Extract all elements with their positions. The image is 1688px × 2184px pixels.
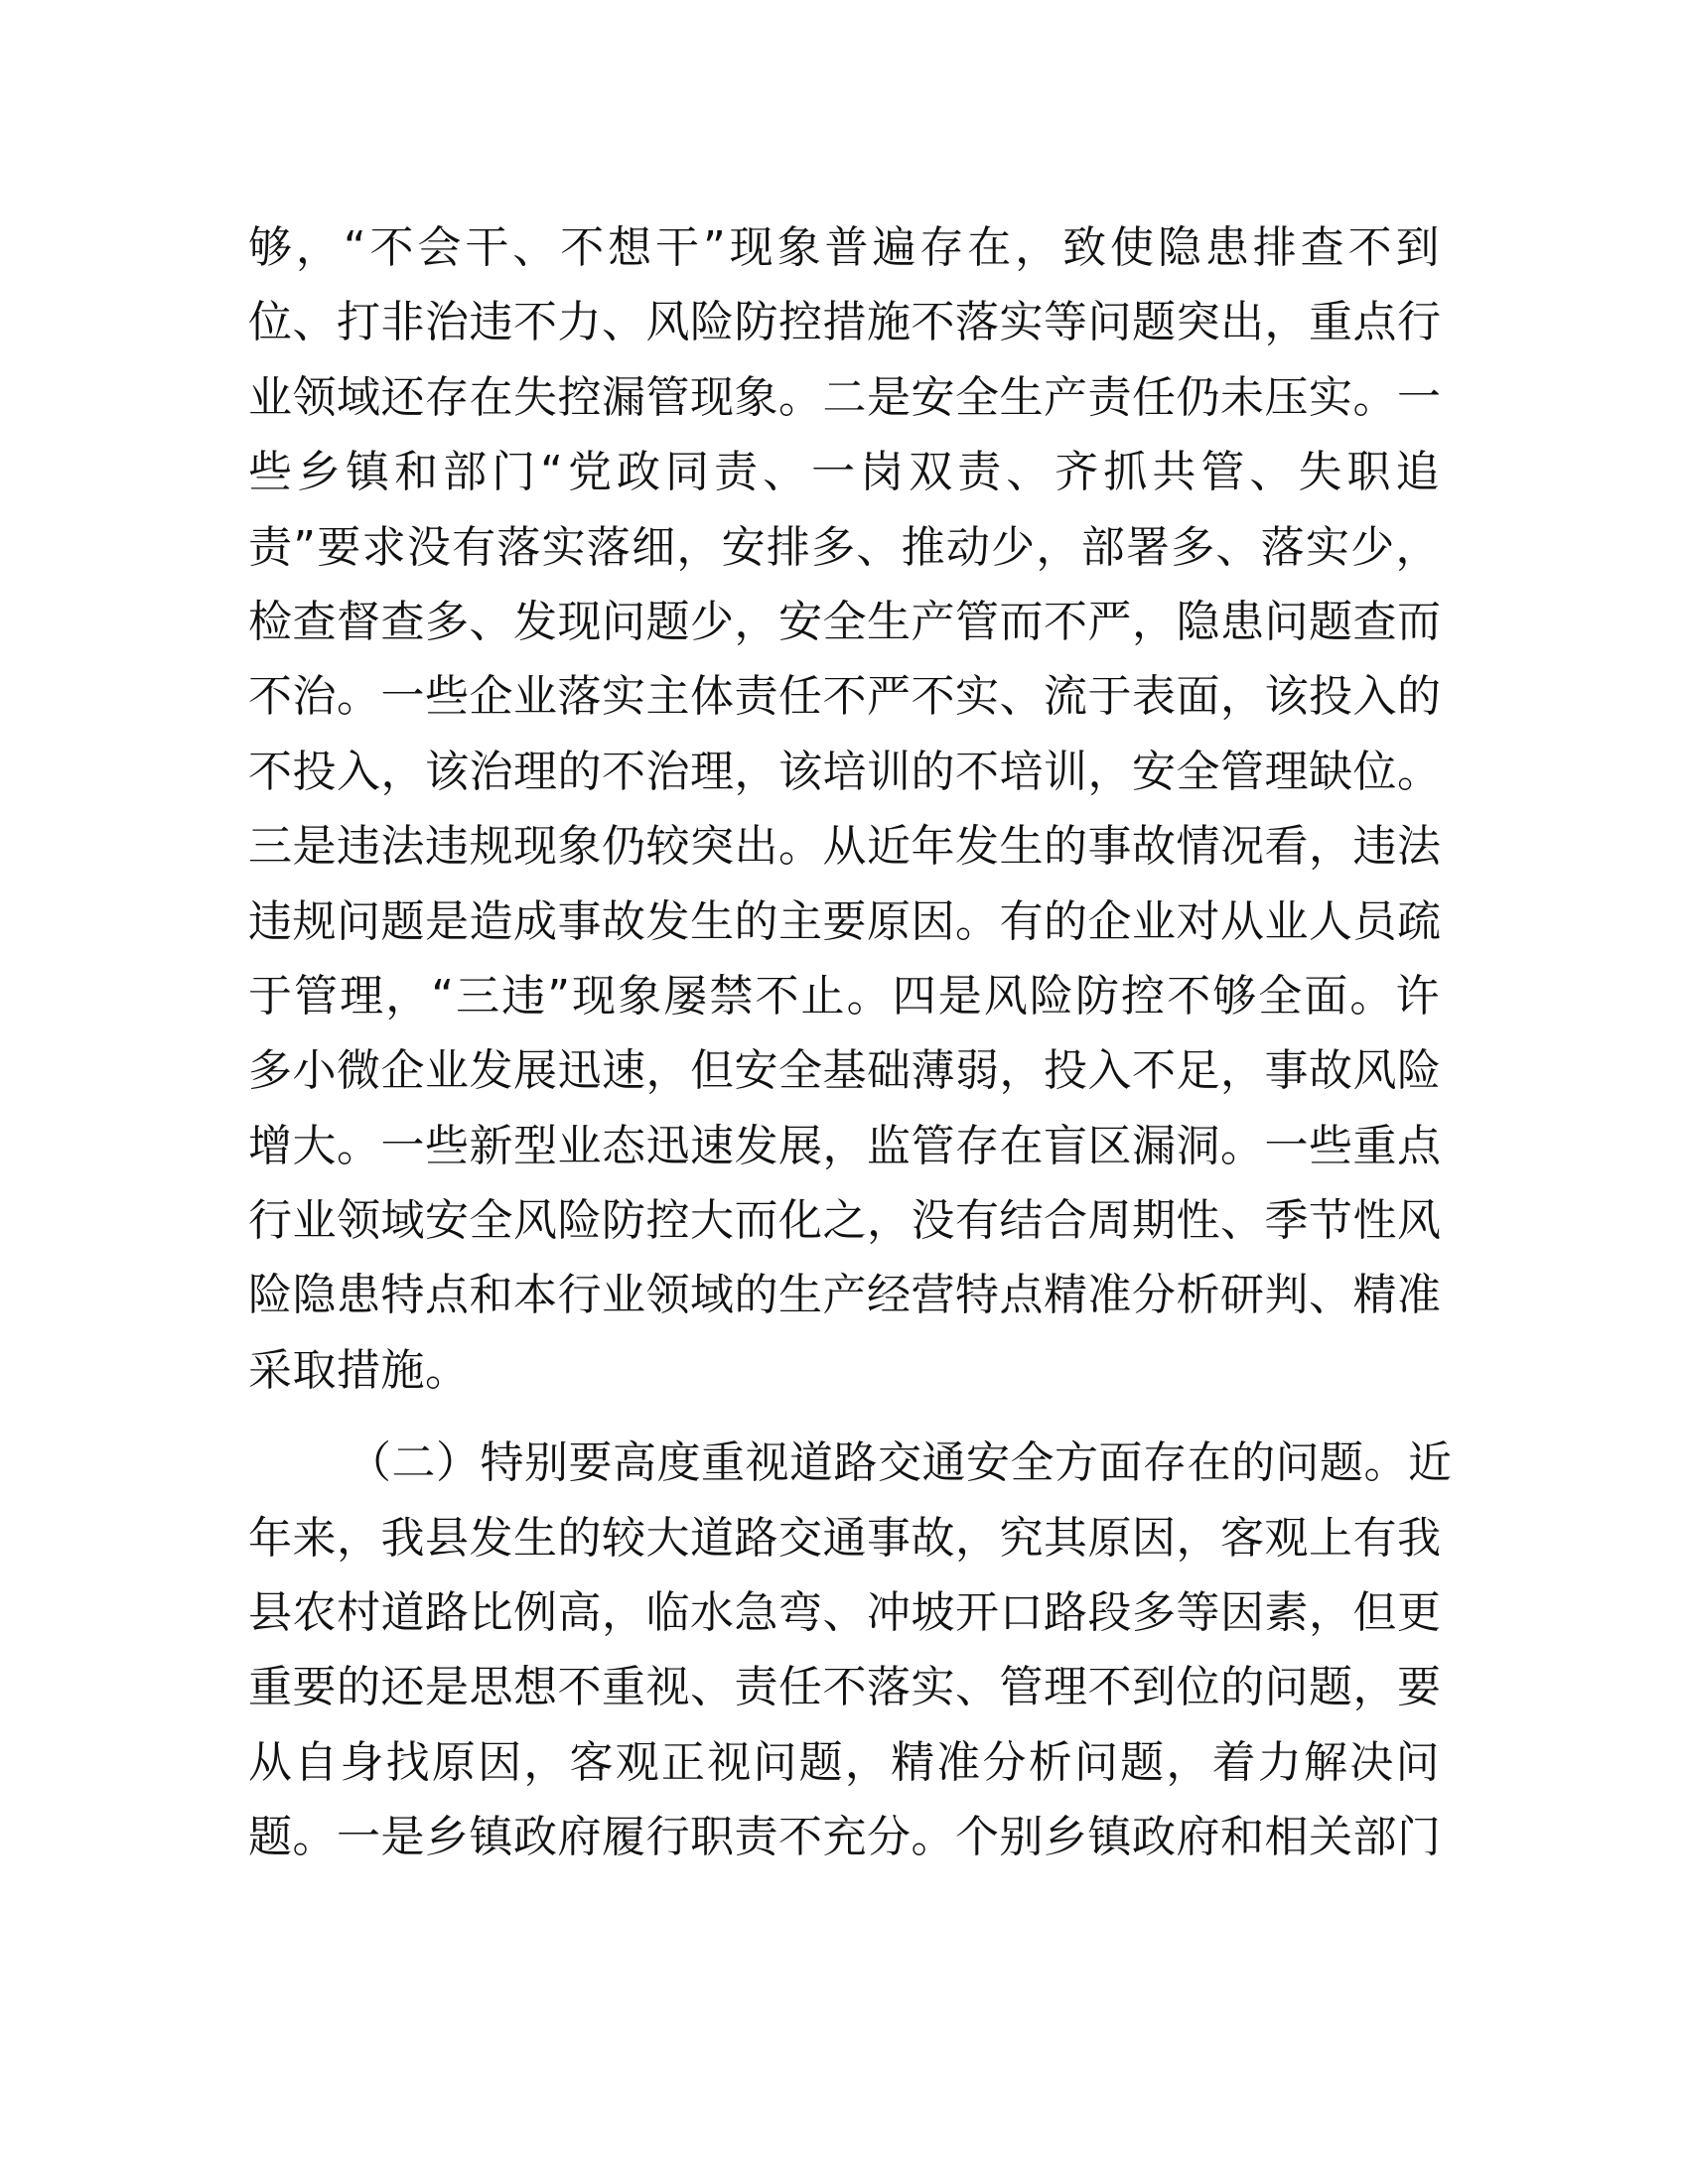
text-line: 够，“不会干、不想干”现象普遍存在，致使隐患排查不到 xyxy=(248,222,1440,273)
text-line: 些乡镇和部门“党政同责、一岗双责、齐抓共管、失职追 xyxy=(248,447,1440,498)
text-line: 业领域还存在失控漏管现象。二是安全生产责任仍未压实。一 xyxy=(248,371,1442,423)
text-line: 从自身找原因，客观正视问题，精准分析问题，着力解决问 xyxy=(248,1736,1440,1788)
text-line: 行业领域安全风险防控大而化之，没有结合周期性、季节性风 xyxy=(248,1195,1442,1247)
text-line: 不投入，该治理的不治理，该培训的不培训，安全管理缺位。 xyxy=(248,746,1442,797)
paragraph-2 xyxy=(248,1426,1453,1874)
text-line: 多小微企业发展迅速，但安全基础薄弱，投入不足，事故风险 xyxy=(248,1045,1442,1097)
text-line: 增大。一些新型业态迅速发展，监管存在盲区漏洞。一些重点 xyxy=(248,1120,1442,1171)
text-line: 不治。一些企业落实主体责任不严不实、流于表面，该投入的 xyxy=(248,671,1442,723)
text-line-indented: （二）特别要高度重视道路交通安全方面存在的问题。近 xyxy=(348,1437,1453,1489)
paragraph-gap xyxy=(248,1408,1440,1426)
text-line: 采取措施。 xyxy=(248,1344,470,1396)
text-line: 县农村道路比例高，临水急弯、冲坡开口路段多等因素，但更 xyxy=(248,1587,1442,1639)
document-page xyxy=(248,210,1453,1875)
paragraph-1 xyxy=(248,210,1440,1408)
text-line: 题。一是乡镇政府履行职责不充分。个别乡镇政府和相关部门 xyxy=(248,1812,1442,1863)
text-line: 检查督查多、发现问题少，安全生产管而不严，隐患问题查而 xyxy=(248,596,1442,647)
text-line: 位、打非治违不力、风险防控措施不落实等问题突出，重点行 xyxy=(248,297,1442,348)
text-line: 年来，我县发生的较大道路交通事故，究其原因，客观上有我 xyxy=(248,1512,1442,1564)
text-line: 险隐患特点和本行业领域的生产经营特点精准分析研判、精准 xyxy=(248,1270,1442,1321)
text-line: 责”要求没有落实落细，安排多、推动少，部署多、落实少， xyxy=(248,521,1440,573)
text-line: 重要的还是思想不重视、责任不落实、管理不到位的问题，要 xyxy=(248,1662,1442,1713)
text-line: 于管理，“三违”现象屡禁不止。四是风险防控不够全面。许 xyxy=(248,970,1440,1022)
text-line: 违规问题是造成事故发生的主要原因。有的企业对从业人员疏 xyxy=(248,895,1442,947)
text-line: 三是违法违规现象仍较突出。从近年发生的事故情况看，违法 xyxy=(248,821,1442,873)
